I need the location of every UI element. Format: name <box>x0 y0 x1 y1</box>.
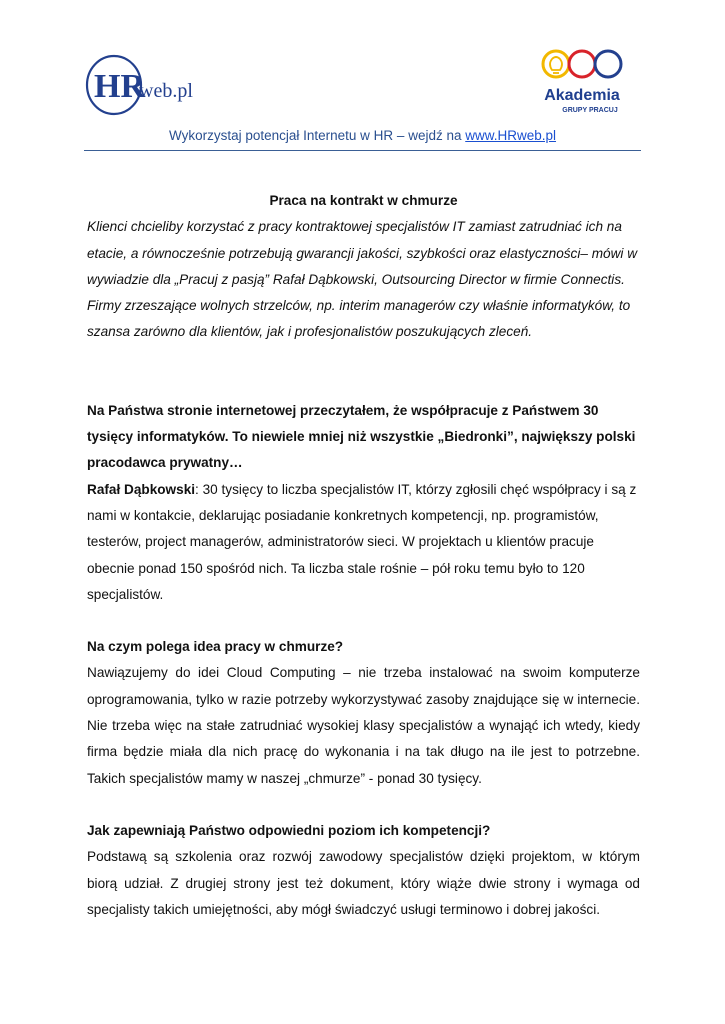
article-title: Praca na kontrakt w chmurze <box>269 193 458 208</box>
lightbulb-icon <box>550 57 562 70</box>
article-body <box>87 188 640 923</box>
article-lead: Klienci chcieliby korzystać z pracy kontraktowej specjalistów IT zamiast zatrudniać ich na etacie, a równocześnie potrzebują gwarancji jakości, szybkości oraz elastyczności– mówi w wywiadzie dla „Pracuj z pasją” Rafał Dąbkowski, Outsourcing Director w firmie Connectis. Firmy zrzeszające wolnych strzelców, np. interim managerów czy właśnie informatyków, to szansa zarówno dla klientów, jak i profesjonalistów poszukujących zleceń. <box>87 219 638 340</box>
akademia-ring-red <box>569 51 595 77</box>
hrweb-logo <box>84 52 204 118</box>
header-divider <box>84 150 641 151</box>
akademia-logo-subtitle: GRUPY PRACUJ <box>562 107 618 114</box>
akademia-ring-navy <box>595 51 621 77</box>
tagline-text: Wykorzystaj potencjał Internetu w HR – wejdź na <box>168 128 466 143</box>
answer-1 <box>87 477 640 608</box>
question-3: Jak zapewniają Państwo odpowiedni poziom ich kompetencji? <box>87 822 491 838</box>
akademia-logo <box>536 46 628 118</box>
header-tagline <box>0 128 725 143</box>
answer-3: Podstawą są szkolenia oraz rozwój zawodowy specjalistów dzięki projektom, w którym biorą udział. Z drugiej strony jest też dokument, który wiąże dwie strony i wymaga od specjalisty takich umiejętności, aby mógł świadczyć usługi terminowo i dobrej jakości. <box>87 849 640 917</box>
answer-1-speaker: Rafał Dąbkowski <box>87 481 196 497</box>
hrweb-logo-web: web.pl <box>139 80 193 102</box>
question-1: Na Państwa stronie internetowej przeczytałem, że współpracuje z Państwem 30 tysięcy informatyków. To niewiele mniej niż wszystkie „Biedronki”, największy polski pracodawca prywatny… <box>87 402 636 471</box>
akademia-logo-name: Akademia <box>544 87 620 104</box>
answer-2: Nawiązujemy do idei Cloud Computing – nie trzeba instalować na swoim komputerze oprogramowania, tylko w razie potrzeby wykorzystywać zasoby znajdujące się w internecie. Nie trzeba więc na stałe zatrudniać wysokiej klasy specjalistów a wynająć ich wtedy, kiedy firma będzie miała dla nich pracę do wykonania i na tak długo na ile jest to potrzebne. Takich specjalistów mamy w naszej „chmurze” - ponad 30 tysięcy. <box>87 665 640 786</box>
question-2: Na czym polega idea pracy w chmurze? <box>87 639 344 655</box>
hrweb-link[interactable]: www.HRweb.pl <box>465 128 557 143</box>
hrweb-logo-hr: HR <box>94 68 145 105</box>
answer-1-text: : 30 tysięcy to liczba specjalistów IT, którzy zgłosili chęć współpracy i są z nami w kontakcie, deklarując posiadanie konkretnych kompetencji, np. programistów, testerów, project managerów, administratorów sieci. W projektach u klientów pracuje obecnie ponad 150 spośród nich. Ta liczba stale rośnie – pół roku temu było to 120 specjalistów. <box>87 481 637 602</box>
